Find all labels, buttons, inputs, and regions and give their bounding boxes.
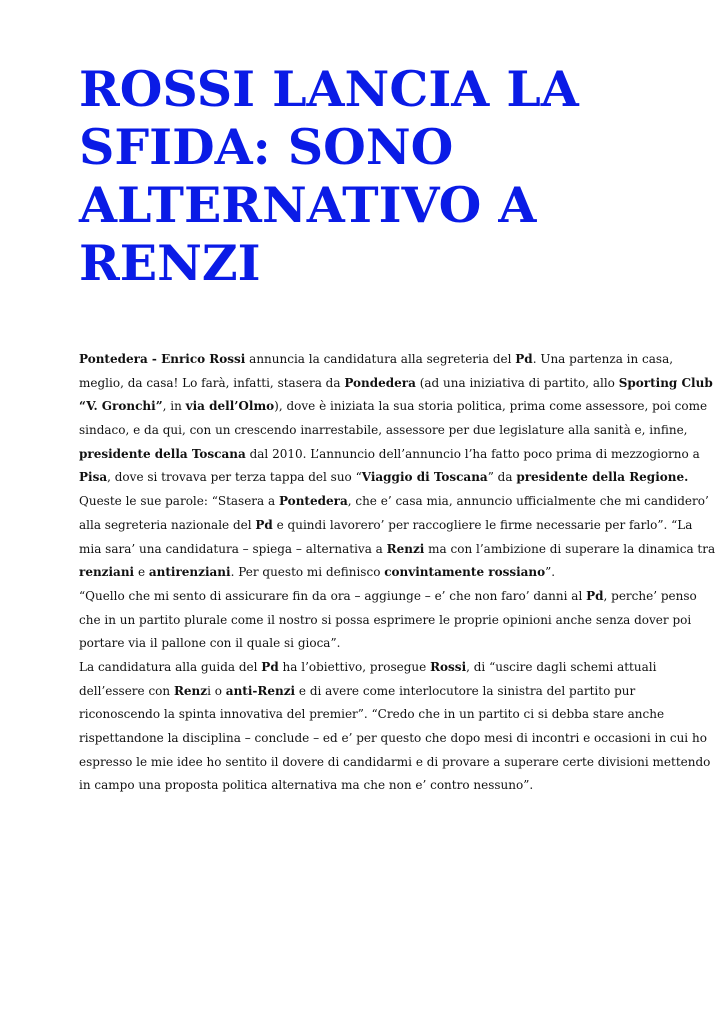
article-line [79, 395, 708, 419]
bold-text: Pd [515, 352, 533, 366]
bold-text: Renzi [386, 541, 425, 556]
article-line [79, 727, 707, 751]
headline-line: RENZI [79, 234, 261, 292]
article-line [79, 538, 716, 562]
bold-text: Pondedera [344, 375, 416, 390]
text-run: rispettandone la disciplina – conclude – ed e’ per questo che dopo mesi di incontri e occasioni in cui ho [79, 731, 707, 745]
article-line [79, 751, 711, 775]
bold-text: Pisa [79, 470, 108, 485]
bold-text: anti-Renzi [225, 683, 296, 698]
bold-text: antirenziani [148, 565, 231, 580]
article-body [79, 348, 716, 798]
text-run: sindaco, e da qui, con un crescendo inarrestabile, assessore per due legislature alla sanità e, infine, [79, 423, 688, 438]
article-headline [79, 60, 679, 292]
article-line [79, 561, 659, 585]
article-line [79, 419, 688, 443]
text-run: riconoscendo la spinta innovativa del premier”. “Credo che in un partito ci si debba stare anche [79, 707, 665, 722]
article-line [79, 632, 659, 656]
text-run: Queste le sue parole: “Stasera a [79, 494, 279, 509]
text-run: . Una partenza in casa, [532, 352, 674, 366]
bold-text: via dell’Olmo [185, 399, 275, 414]
text-run: , in [162, 399, 186, 414]
text-run: . Per questo mi definisco [230, 565, 385, 580]
bold-text: Pd [586, 588, 604, 603]
text-run: che in un partito plurale come il nostro si possa esprimere le proprie opinioni anche senza dover poi [79, 612, 692, 627]
text-run: e quindi lavorero’ per raccogliere le firme necessarie per farlo”. “La [272, 517, 693, 532]
bold-text: presidente della Toscana [79, 446, 246, 461]
bold-text: renziani [79, 565, 135, 580]
text-run: , che e’ casa mia, annuncio ufficialmente che mi candidero’ [347, 494, 709, 509]
text-run: meglio, da casa! Lo farà, infatti, stasera da [79, 375, 345, 390]
bold-text: convintamente rossiano [384, 565, 546, 580]
article-line [79, 348, 674, 372]
text-run: dal 2010. L’annuncio dell’annuncio l’ha fatto poco prima di mezzogiorno a [245, 446, 700, 461]
article-line [79, 466, 689, 490]
text-run: mia sara’ una candidatura – spiega – alternativa a [79, 541, 387, 556]
text-run: ), dove è iniziata la sua storia politica, prima come assessore, poi come [274, 399, 708, 414]
bold-text: Rossi [430, 659, 467, 674]
article-line [79, 680, 659, 704]
text-run: “Quello che mi sento di assicurare fin da ora – aggiunge – e’ che non faro’ danni al [79, 588, 587, 603]
article-line [79, 585, 697, 609]
article-line [79, 514, 693, 538]
text-run: i o [207, 683, 226, 698]
bold-text: “V. Gronchi” [79, 399, 163, 414]
text-run: , perche’ penso [603, 588, 697, 603]
article-line [79, 443, 700, 467]
text-run: espresso le mie idee ho sentito il dovere di candidarmi e di provare a superare certe divisioni mettendo [79, 754, 711, 769]
bold-text: Pd [261, 659, 279, 674]
text-run: ” da [487, 470, 517, 485]
bold-text: presidente della Regione. [516, 470, 689, 485]
headline-line: SFIDA: SONO [79, 118, 454, 176]
bold-text: Sporting Club [618, 375, 713, 390]
article-line [79, 774, 659, 798]
text-run: , dove si trovava per terza tappa del suo “ [107, 470, 362, 485]
article-line [79, 703, 665, 727]
headline-line: ALTERNATIVO A [79, 176, 537, 234]
headline-line: ROSSI LANCIA LA [79, 60, 579, 118]
text-run: e [134, 565, 149, 580]
text-run: ha l’obiettivo, prosegue [278, 659, 431, 674]
text-run: dell’essere con [79, 683, 174, 698]
text-run: annuncia la candidatura alla segreteria del [245, 352, 516, 366]
text-run: in campo una proposta politica alternativa ma che non e’ contro nessuno”. [79, 778, 534, 793]
text-run: (ad una iniziativa di partito, allo [415, 375, 619, 390]
text-run: La candidatura alla guida del [79, 659, 262, 674]
text-run: ”. [545, 565, 556, 580]
text-run: portare via il pallone con il quale si gioca”. [79, 636, 341, 651]
bold-text: Pontedera - Enrico Rossi [79, 352, 246, 366]
bold-text: Renz [173, 683, 208, 698]
bold-text: Pd [255, 517, 273, 532]
bold-text: Pontedera [278, 494, 348, 509]
article-line [79, 372, 713, 396]
article-line [79, 656, 659, 680]
bold-text: Viaggio di Toscana [361, 470, 488, 485]
text-run: ma con l’ambizione di superare la dinamica tra [424, 541, 716, 556]
text-run: e di avere come interlocutore la sinistra del partito pur [295, 683, 636, 698]
article-line [79, 609, 692, 633]
article-line [79, 490, 709, 514]
text-run: alla segreteria nazionale del [79, 517, 256, 532]
text-run: , di “uscire dagli schemi attuali [466, 659, 657, 674]
